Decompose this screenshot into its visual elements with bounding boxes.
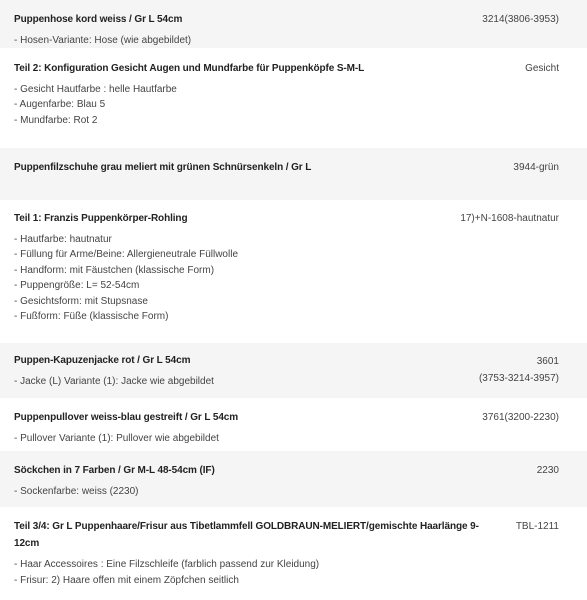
item-title: Teil 1: Franzis Puppenkörper-Rohling	[14, 213, 188, 224]
order-item	[0, 451, 587, 507]
item-code	[482, 410, 559, 451]
order-item	[0, 398, 587, 451]
item-code-line: 3944-grün	[513, 162, 559, 173]
item-code	[525, 61, 559, 148]
item-info	[14, 12, 482, 48]
item-code-line: (3753-3214-3957)	[478, 373, 559, 384]
item-title: Teil 2: Konfiguration Gesicht Augen und Mundfarbe für Puppenköpfe S-M-L	[14, 63, 365, 74]
item-option: - Haar Accessoires : Eine Filzschleife (farblich passend zur Kleidung)	[14, 559, 320, 570]
item-option: - Jacke (L) Variante (1): Jacke wie abgebildet	[14, 375, 214, 387]
item-code	[482, 12, 559, 48]
order-item	[0, 148, 587, 200]
order-item	[0, 48, 587, 148]
item-option: - Hosen-Variante: Hose (wie abgebildet)	[14, 34, 192, 46]
item-info	[14, 160, 513, 200]
item-option: - Mundfarbe: Rot 2	[14, 114, 98, 126]
item-title: Puppen-Kapuzenjacke rot / Gr L 54cm	[14, 355, 191, 366]
item-option: - Augenfarbe: Blau 5	[14, 99, 106, 110]
order-item	[0, 200, 587, 343]
order-item	[0, 507, 587, 600]
item-info	[14, 519, 516, 600]
item-title: Söckchen in 7 Farben / Gr M-L 48-54cm (IF)	[14, 465, 215, 476]
item-option: - Hautfarbe: hautnatur	[14, 233, 112, 245]
item-option: - Gesicht Hautfarbe : helle Hautfarbe	[14, 83, 177, 95]
item-code-line: 2230	[536, 465, 559, 476]
item-info	[14, 463, 537, 507]
item-code	[537, 463, 559, 507]
item-code	[516, 519, 559, 600]
item-info	[14, 211, 460, 343]
item-code-line: 3214(3806-3953)	[482, 14, 559, 25]
item-title: Puppenhose kord weiss / Gr L 54cm	[14, 14, 183, 25]
item-title: Puppenpullover weiss-blau gestreift / Gr L 54cm	[14, 412, 239, 423]
item-info	[14, 353, 479, 398]
item-code	[460, 211, 559, 343]
item-code-line: 3761(3200-2230)	[482, 412, 559, 423]
item-code	[513, 160, 559, 200]
item-option: - Füllung für Arme/Beine: Allergieneutrale Füllwolle	[14, 249, 238, 260]
item-option: - Fußform: Füße (klassische Form)	[14, 311, 169, 322]
item-code	[479, 353, 559, 398]
item-option: - Pullover Variante (1): Pullover wie abgebildet	[14, 432, 219, 444]
item-title: Puppenfilzschuhe grau meliert mit grünen Schnürsenkeln / Gr L	[14, 162, 312, 173]
order-item	[0, 0, 587, 48]
item-code-line: 17)+N-1608-hautnatur	[460, 213, 559, 224]
order-item	[0, 343, 587, 398]
item-code-line: 3601	[536, 356, 559, 367]
item-option: - Gesichtsform: mit Stupsnase	[14, 295, 148, 307]
item-info	[14, 410, 482, 451]
item-code-line: TBL-1211	[515, 521, 559, 532]
item-option: - Handform: mit Fäustchen (klassische Form)	[14, 264, 215, 276]
item-info	[14, 61, 525, 148]
item-option: - Puppengröße: L= 52-54cm	[14, 280, 140, 291]
item-option: - Frisur: 2) Haare offen mit einem Zöpfchen seitlich	[14, 574, 239, 586]
item-option: - Sockenfarbe: weiss (2230)	[14, 485, 139, 497]
item-title: Teil 3/4: Gr L Puppenhaare/Frisur aus Tibetlammfell GOLDBRAUN-MELIERT/gemischte Haarlänge 9-12cm	[14, 521, 479, 549]
item-code-line: Gesicht	[525, 63, 559, 74]
